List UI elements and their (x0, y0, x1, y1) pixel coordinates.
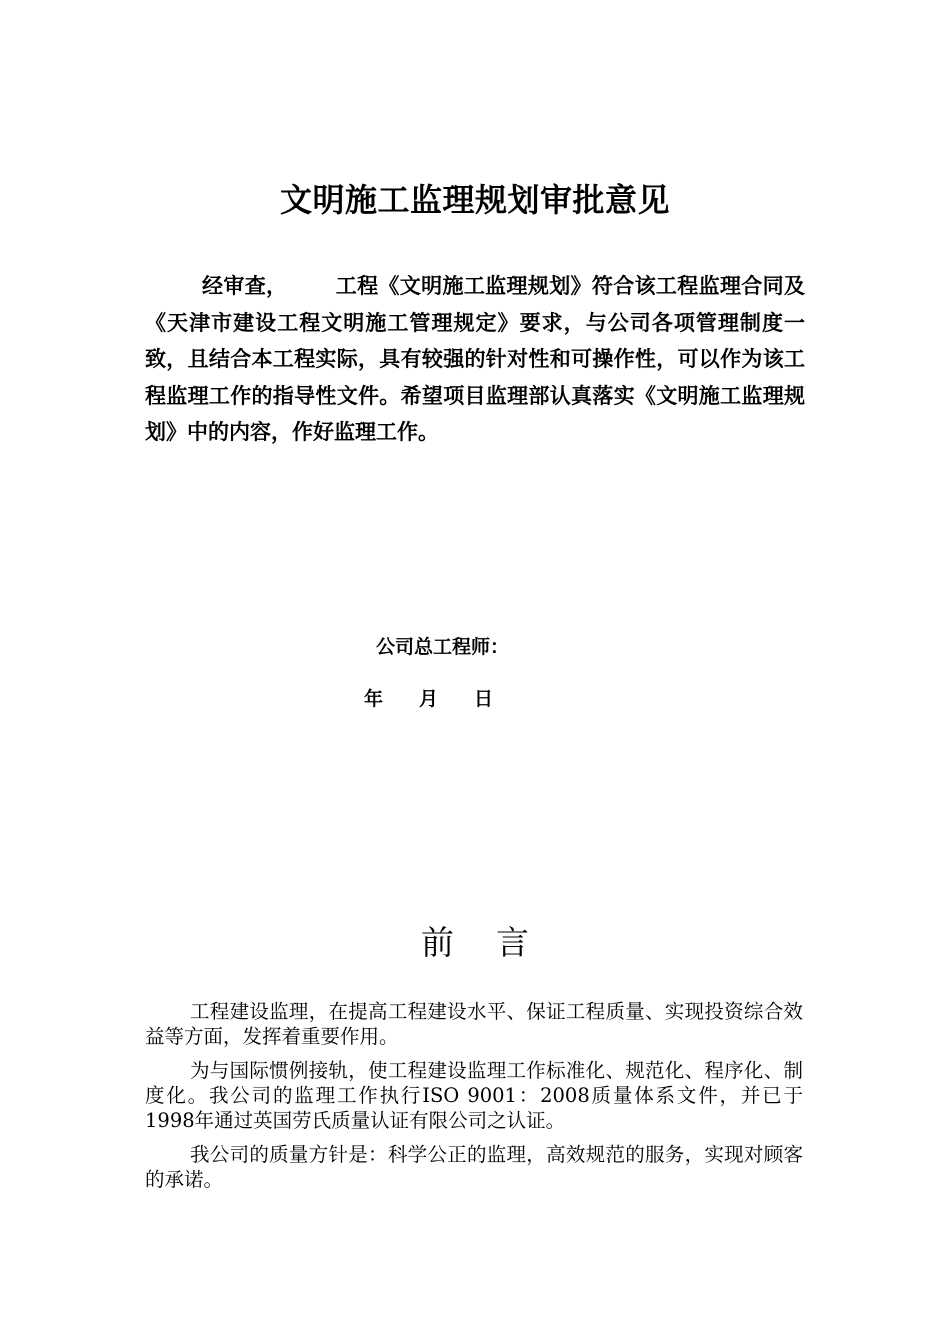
date-year: 年 (364, 688, 384, 710)
preface-body (145, 999, 803, 1201)
preface-paragraph: 工程建设监理，在提高工程建设水平、保证工程质量、实现投资综合效益等方面，发挥着重要作用。 (145, 1000, 803, 1048)
page-title: 文明施工监理规划审批意见 (279, 181, 670, 219)
date-line (364, 684, 493, 714)
signature-label: 公司总工程师： (376, 636, 510, 658)
preface-paragraph: 为与国际惯例接轨，使工程建设监理工作标准化、规范化、程序化、制度化。我公司的监理工作执行ISO 9001：2008质量体系文件，并已于1998年通过英国劳氏质量认证有限公司之认证。 (145, 1059, 803, 1132)
preface-title-first: 前 (421, 923, 454, 962)
date-day: 日 (474, 688, 494, 710)
preface-paragraph: 我公司的质量方针是：科学公正的监理，高效规范的服务，实现对顾客的承诺。 (145, 1143, 803, 1191)
approval-paragraph (145, 268, 805, 451)
date-month: 月 (419, 688, 439, 710)
preface-title-second: 言 (496, 923, 529, 962)
approval-body: 工程《文明施工监理规划》符合该工程监理合同及《天津市建设工程文明施工管理规定》要求，与公司各项管理制度一致，且结合本工程实际，具有较强的针对性和可操作性，可以作为该工程监理工作的指导性文件。希望项目监理部认真落实《文明施工监理规划》中的内容，作好监理工作。 (145, 274, 806, 444)
approval-lead: 经审查， (202, 274, 288, 298)
preface-title (0, 918, 950, 968)
